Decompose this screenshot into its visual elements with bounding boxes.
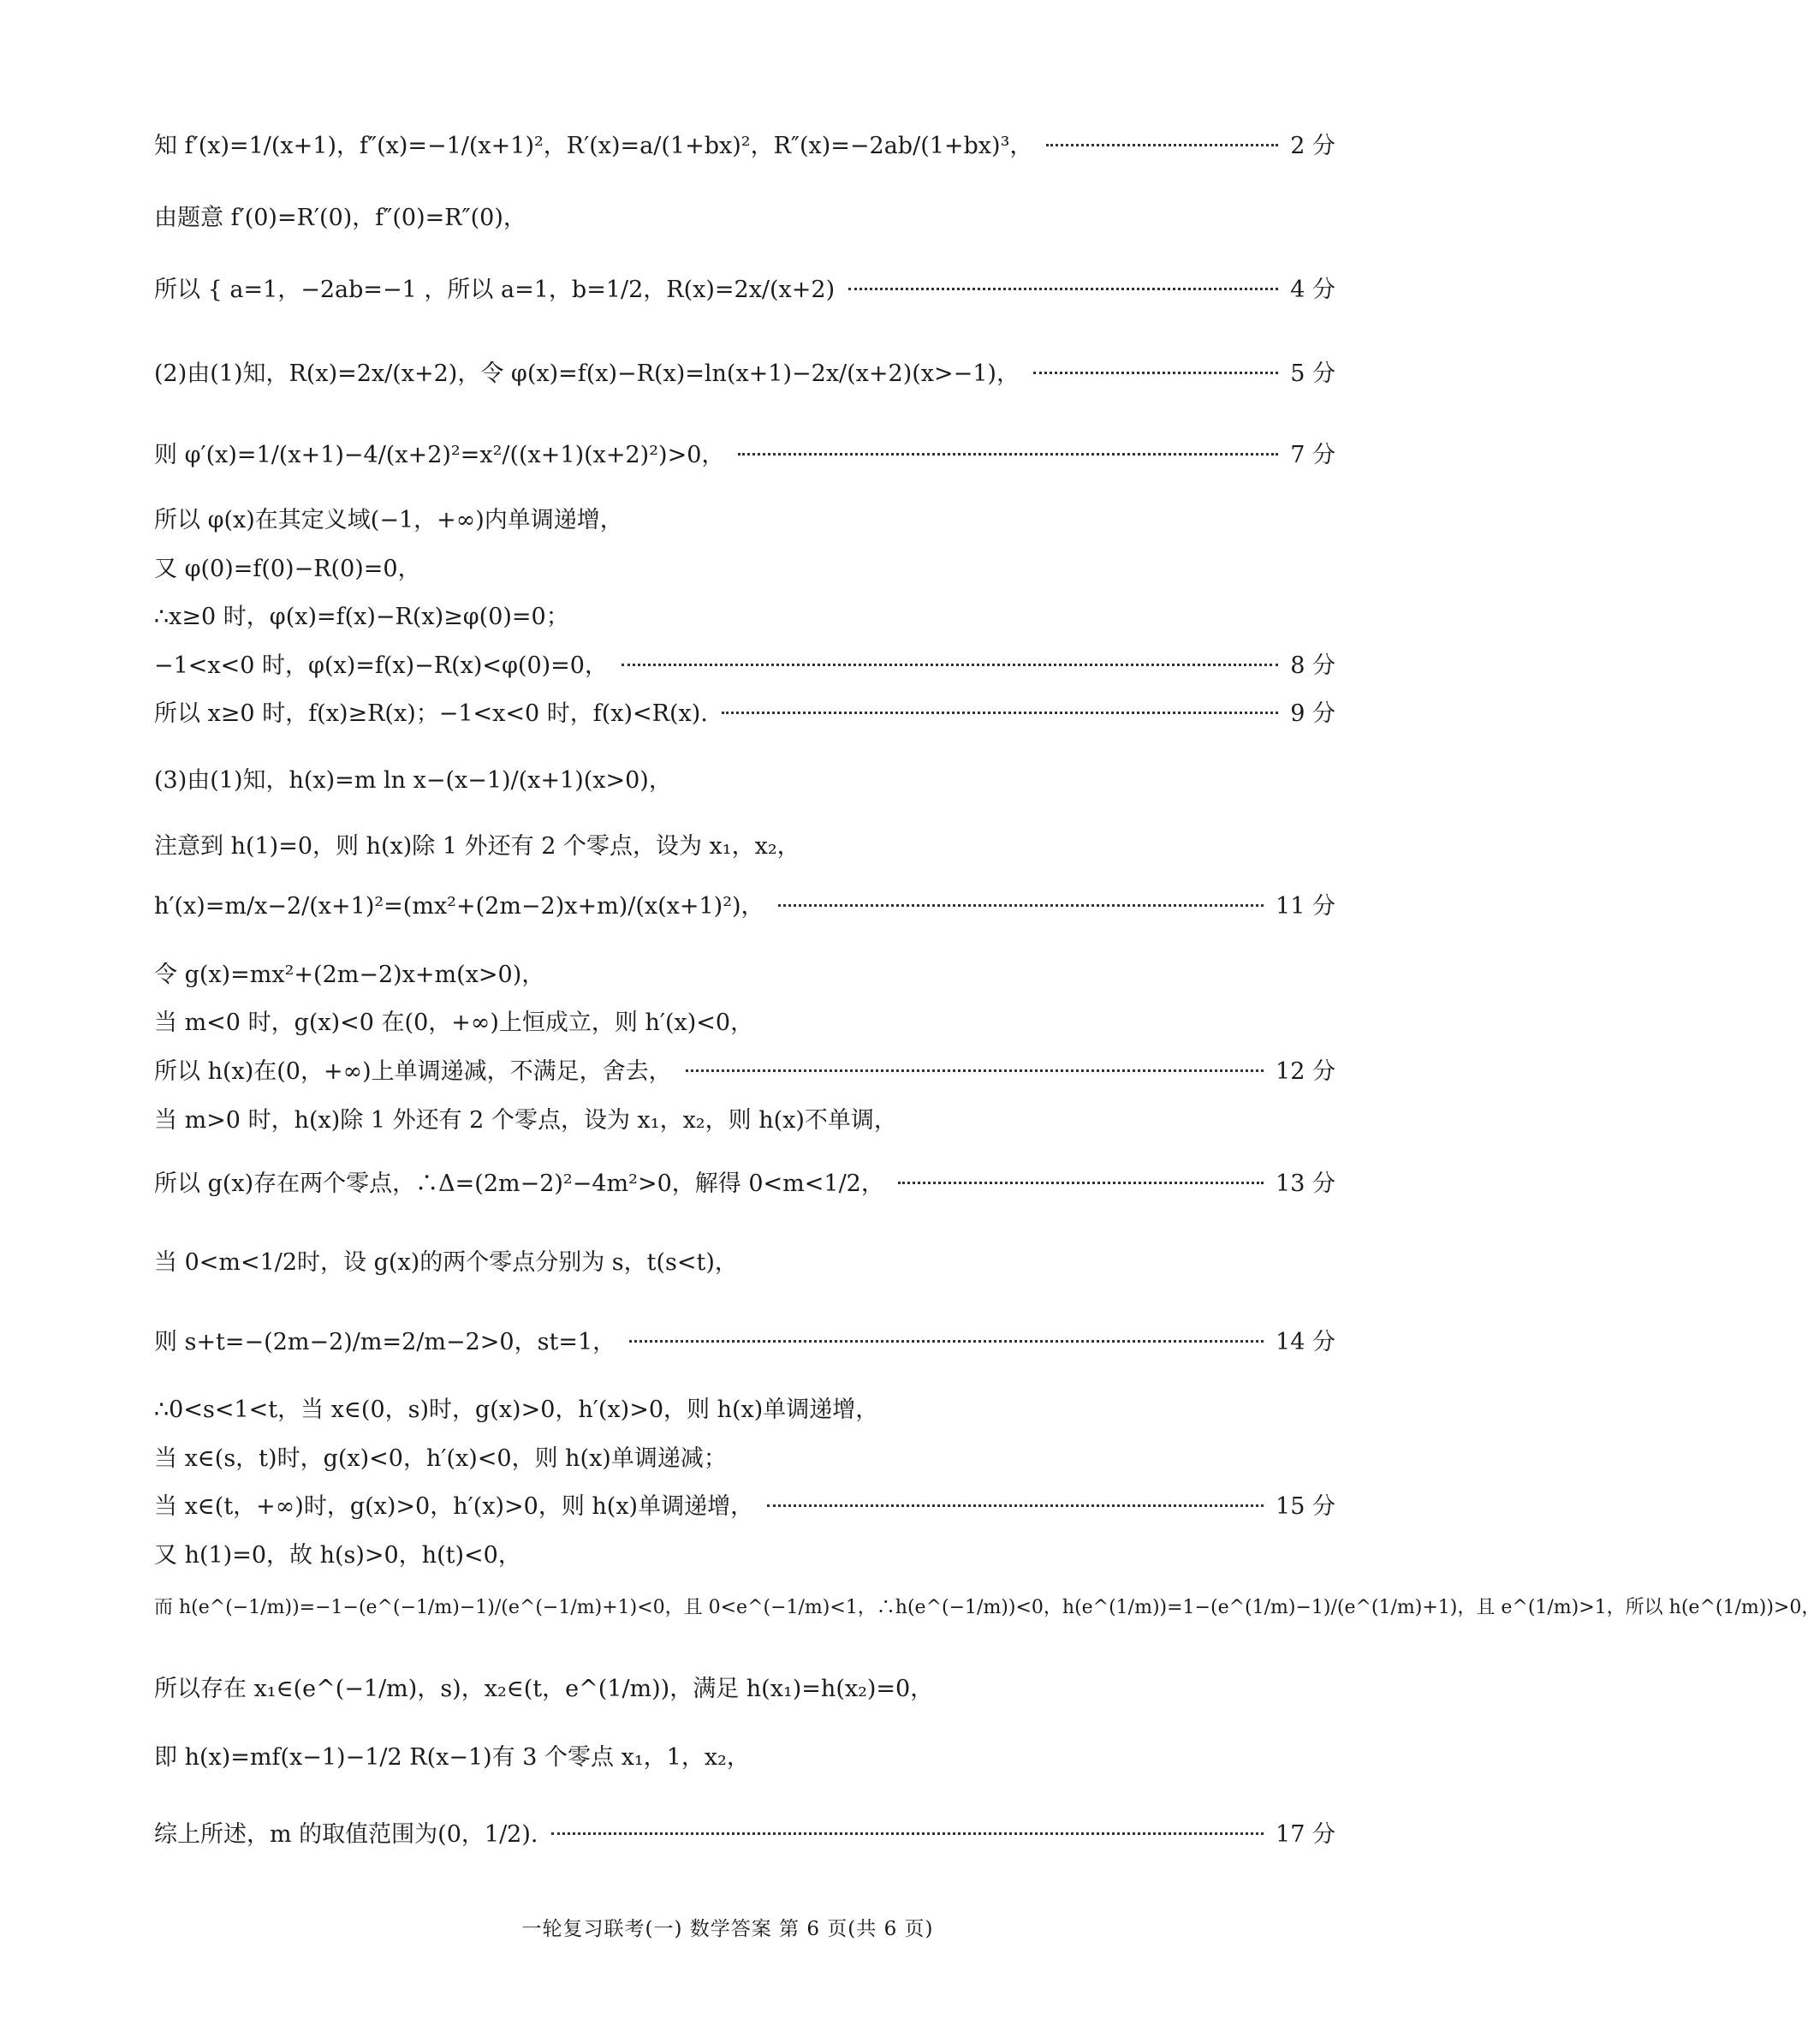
line-text: 所以 h(x)在(0，+∞)上单调递减，不满足，舍去， [154, 1058, 672, 1085]
solution-line-5 [154, 436, 1335, 469]
line-text: −1<x<0 时，φ(x)=f(x)−R(x)<φ(0)=0， [154, 652, 608, 679]
line-text: 又 φ(0)=f(0)−R(0)=0， [154, 556, 421, 582]
dot-leader [551, 1832, 1264, 1835]
line-text: 当 m<0 时，g(x)<0 在(0，+∞)上恒成立，则 h′(x)<0， [154, 1010, 754, 1036]
dot-leader [898, 1182, 1264, 1184]
score-mark: 8 分 [1290, 652, 1335, 679]
line-text: 综上所述，m 的取值范围为(0，1/2). [154, 1821, 538, 1848]
solution-line-10 [154, 694, 1335, 728]
score-mark: 4 分 [1290, 277, 1335, 303]
line-text: 当 0<m<1/2时，设 g(x)的两个零点分别为 s，t(s<t)， [154, 1249, 738, 1276]
solution-line-19 [154, 1243, 1335, 1277]
line-text: 令 g(x)=mx²+(2m−2)x+m(x>0)， [154, 962, 545, 988]
dot-leader [767, 1504, 1264, 1507]
solution-line-1 [154, 127, 1335, 160]
solution-line-16 [154, 1052, 1335, 1086]
line-text: 知 f′(x)=1/(x+1)，f″(x)=−1/(x+1)²，R′(x)=a/(1+bx)²，R″(x)=−2ab/(1+bx)³， [154, 133, 1033, 159]
line-text: (3)由(1)知，h(x)=m ln x−(x−1)/(x+1)(x>0)， [154, 767, 672, 794]
solution-line-9 [154, 646, 1335, 680]
line-text: 则 φ′(x)=1/(x+1)−4/(x+2)²=x²/((x+1)(x+2)²)>0， [154, 442, 725, 468]
line-text: (2)由(1)知，R(x)=2x/(x+2)，令 φ(x)=f(x)−R(x)=ln(x+1)−2x/(x+2)(x>−1)， [154, 360, 1020, 387]
score-mark: 7 分 [1290, 442, 1335, 468]
solution-line-17 [154, 1101, 1335, 1135]
score-mark: 17 分 [1276, 1821, 1335, 1848]
line-text: ∴x≥0 时，φ(x)=f(x)−R(x)≥φ(0)=0； [154, 604, 569, 630]
line-text: 即 h(x)=mf(x−1)−1/2 R(x−1)有 3 个零点 x₁，1，x₂， [154, 1744, 750, 1771]
solution-line-15 [154, 1004, 1335, 1037]
solution-line-23 [154, 1487, 1335, 1521]
line-text: h′(x)=m/x−2/(x+1)²=(mx²+(2m−2)x+m)/(x(x+1)²)， [154, 893, 764, 920]
line-text: 所以 φ(x)在其定义域(−1，+∞)内单调递增， [154, 507, 623, 533]
solution-line-28 [154, 1815, 1335, 1849]
solution-line-13 [154, 887, 1335, 920]
line-text: 当 x∈(t，+∞)时，g(x)>0，h′(x)>0，则 h(x)单调递增， [154, 1493, 754, 1520]
solution-line-2 [154, 199, 1335, 232]
line-text: 当 x∈(s，t)时，g(x)<0，h′(x)<0，则 h(x)单调递减； [154, 1445, 727, 1472]
dot-leader [629, 1340, 1264, 1343]
line-text: 所以存在 x₁∈(e^(−1/m)，s)，x₂∈(t，e^(1/m))，满足 h(x₁)=h(x₂)=0， [154, 1676, 934, 1702]
solution-line-21 [154, 1391, 1335, 1424]
solution-line-27 [154, 1738, 1335, 1772]
score-mark: 12 分 [1276, 1058, 1335, 1085]
solution-line-4 [154, 354, 1335, 388]
solution-line-7 [154, 550, 1335, 583]
dot-leader [1033, 372, 1278, 374]
dot-leader [848, 288, 1278, 290]
line-text: 所以 { a=1，−2ab=−1 ，所以 a=1，b=1/2，R(x)=2x/(x+2) [154, 277, 836, 303]
page-footer: 一轮复习联考(一) 数学答案 第 6 页(共 6 页) [521, 1918, 934, 1940]
line-text: 所以 x≥0 时，f(x)≥R(x)；−1<x<0 时，f(x)<R(x). [154, 700, 708, 727]
score-mark: 14 分 [1276, 1329, 1335, 1355]
solution-line-14 [154, 956, 1335, 989]
dot-leader [622, 664, 1278, 666]
line-text: 当 m>0 时，h(x)除 1 外还有 2 个零点，设为 x₁，x₂，则 h(x)不单调， [154, 1107, 897, 1134]
line-text: ∴0<s<1<t，当 x∈(0，s)时，g(x)>0，h′(x)>0，则 h(x)单调递增， [154, 1397, 879, 1423]
score-mark: 13 分 [1276, 1170, 1335, 1197]
solution-line-6 [154, 501, 1335, 534]
dot-leader [722, 712, 1278, 714]
solution-line-12 [154, 827, 1335, 861]
solution-line-3 [154, 271, 1335, 304]
score-mark: 11 分 [1276, 893, 1335, 920]
dot-leader [778, 904, 1264, 907]
dot-leader [686, 1069, 1264, 1072]
solution-line-22 [154, 1439, 1335, 1473]
dot-leader [1046, 144, 1278, 146]
solution-line-18 [154, 1164, 1335, 1198]
solution-line-24 [154, 1536, 1335, 1569]
score-mark: 15 分 [1276, 1493, 1335, 1520]
line-text: 所以 g(x)存在两个零点，∴Δ=(2m−2)²−4m²>0，解得 0<m<1/2， [154, 1170, 884, 1197]
score-mark: 9 分 [1290, 700, 1335, 727]
line-text: 则 s+t=−(2m−2)/m=2/m−2>0，st=1， [154, 1329, 616, 1355]
line-text: 而 h(e^(−1/m))=−1−(e^(−1/m)−1)/(e^(−1/m)+1)<0，且 0<e^(−1/m)<1，∴h(e^(−1/m))<0，h(e^(1/m))=1−(e^(1/m)−1)/(e^(1/m)+1)，且 e^(1/m)>1，所以 h(e^(1/m))>0， [154, 1597, 1820, 1618]
line-text: 由题意 f′(0)=R′(0)，f″(0)=R″(0)， [154, 205, 526, 231]
solution-line-11 [154, 761, 1335, 795]
solution-line-25 [154, 1593, 1820, 1619]
solution-line-26 [154, 1670, 1335, 1703]
dot-leader [738, 453, 1278, 456]
line-text: 注意到 h(1)=0，则 h(x)除 1 外还有 2 个零点，设为 x₁，x₂， [154, 833, 800, 860]
score-mark: 2 分 [1290, 133, 1335, 159]
line-text: 又 h(1)=0，故 h(s)>0，h(t)<0， [154, 1542, 521, 1569]
score-mark: 5 分 [1290, 360, 1335, 387]
solution-line-20 [154, 1323, 1335, 1356]
solution-line-8 [154, 598, 1335, 631]
